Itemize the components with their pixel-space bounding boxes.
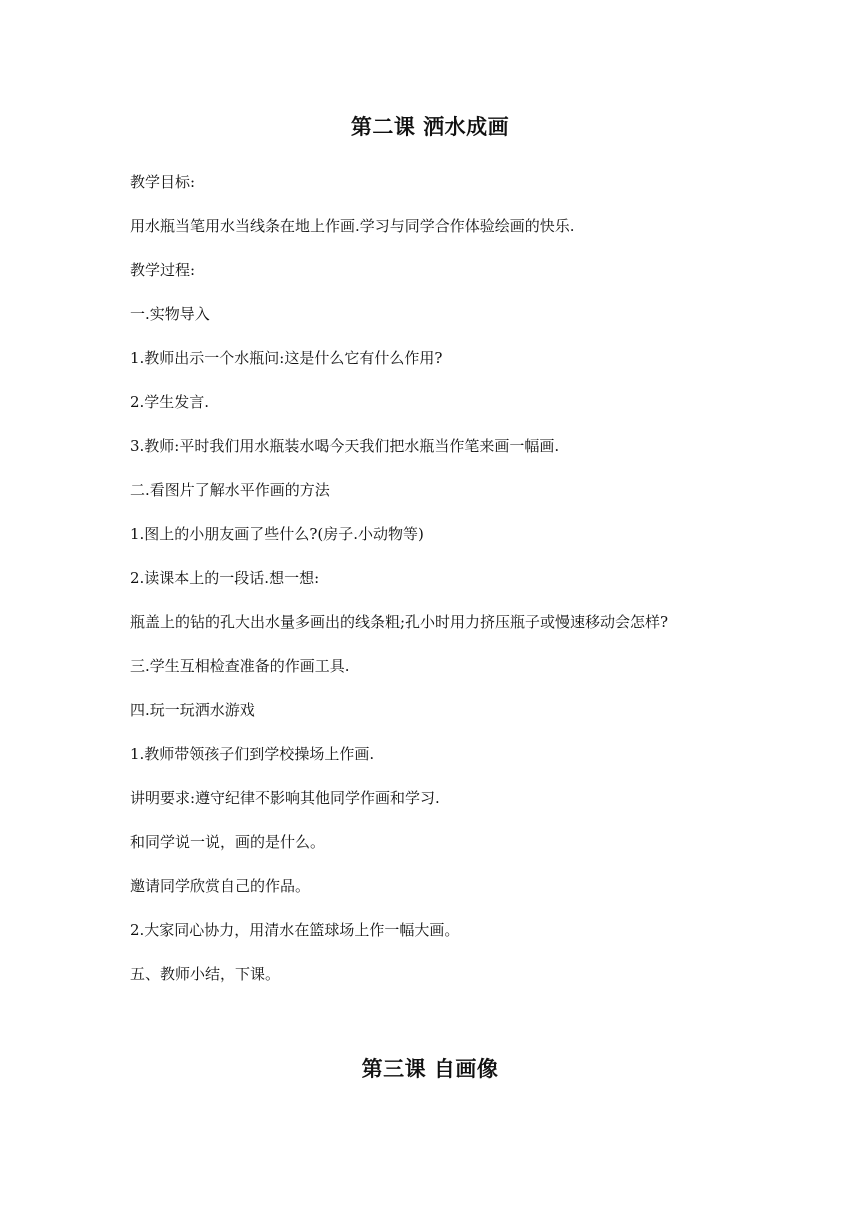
paragraph: 一.实物导入 (130, 305, 210, 323)
paragraph: 三.学生互相检查准备的作画工具. (130, 657, 350, 675)
paragraph: 邀请同学欣赏自己的作品。 (130, 877, 311, 895)
paragraph: 瓶盖上的钻的孔大出水量多画出的线条粗;孔小时用力挤压瓶子或慢速移动会怎样? (130, 613, 669, 631)
lesson-2-title: 第二课 洒水成画 (350, 115, 510, 139)
lesson-2-body (130, 170, 740, 1006)
paragraph: 二.看图片了解水平作画的方法 (130, 481, 330, 499)
paragraph: 1.教师带领孩子们到学校操场上作画. (130, 745, 375, 763)
paragraph: 四.玩一玩洒水游戏 (130, 701, 255, 719)
paragraph: 2.大家同心协力，用清水在篮球场上作一幅大画。 (130, 921, 460, 939)
paragraph: 五、教师小结，下课。 (130, 965, 281, 983)
paragraph: 用水瓶当笔用水当线条在地上作画.学习与同学合作体验绘画的快乐. (130, 217, 575, 235)
paragraph: 1.图上的小朋友画了些什么?(房子.小动物等) (130, 525, 424, 543)
lesson-3-title: 第三课 自画像 (361, 1057, 499, 1081)
paragraph: 教学过程: (130, 261, 196, 279)
paragraph: 2.读课本上的一段话.想一想: (130, 569, 320, 587)
paragraph: 和同学说一说，画的是什么。 (130, 833, 326, 851)
paragraph: 教学目标: (130, 173, 196, 191)
paragraph: 3.教师:平时我们用水瓶装水喝今天我们把水瓶当作笔来画一幅画. (130, 437, 560, 455)
paragraph: 2.学生发言. (130, 393, 210, 411)
paragraph: 讲明要求:遵守纪律不影响其他同学作画和学习. (130, 789, 440, 807)
paragraph: 1.教师出示一个水瓶问:这是什么它有什么作用? (130, 349, 443, 367)
